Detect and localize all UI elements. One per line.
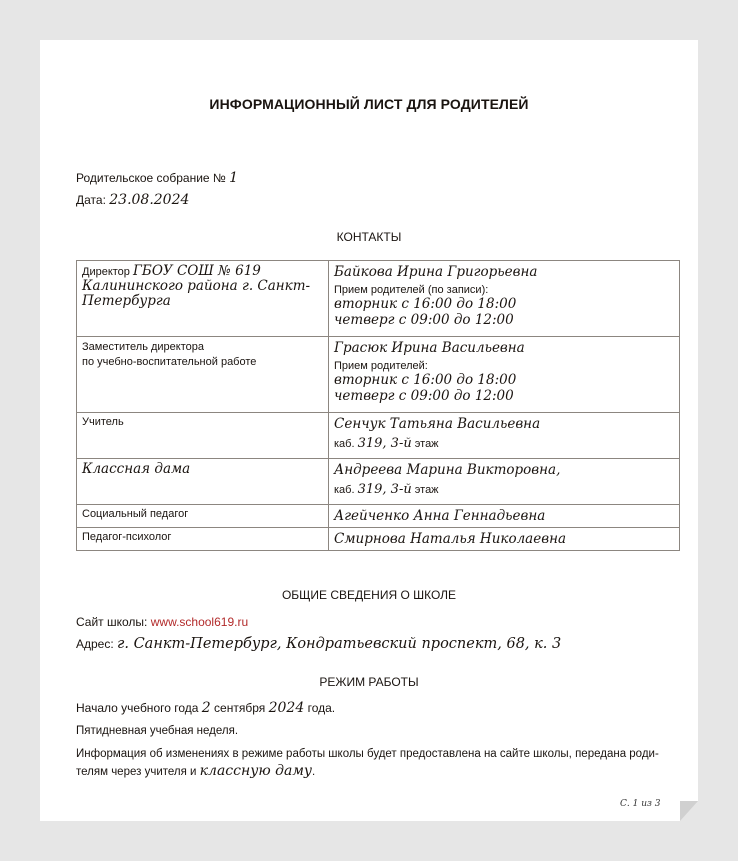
info-suffix: . bbox=[312, 766, 316, 778]
role-cell bbox=[77, 261, 329, 337]
room-prefix: каб. bbox=[334, 438, 355, 450]
reception-note: Прием родителей: bbox=[334, 360, 428, 372]
role-cell bbox=[77, 337, 329, 413]
start-prefix: Начало учебного года bbox=[76, 701, 199, 715]
site-label: Сайт школы: bbox=[76, 615, 148, 629]
address-value: г. Санкт-Петербург, Кондратьевский проспект, 68, к. 3 bbox=[117, 636, 562, 652]
contact-cell bbox=[329, 261, 680, 337]
reception-hours: четверг с 09:00 до 12:00 bbox=[334, 388, 514, 404]
document-title: ИНФОРМАЦИОННЫЙ ЛИСТ ДЛЯ РОДИТЕЛЕЙ bbox=[209, 96, 529, 112]
role-italic: Классная дама bbox=[82, 461, 191, 477]
site-line bbox=[76, 615, 248, 629]
role-cell bbox=[77, 459, 329, 505]
role-italic: ГБОУ СОШ № 619 Калининского района г. Санкт-Петербурга bbox=[82, 263, 311, 309]
start-line bbox=[76, 700, 335, 716]
meeting-label: Родительское собрание № bbox=[76, 171, 226, 185]
room-suffix: этаж bbox=[414, 484, 439, 496]
start-day: 2 bbox=[201, 700, 211, 716]
room-info bbox=[334, 484, 439, 496]
contact-name: Смирнова Наталья Николаевна bbox=[334, 531, 567, 547]
contact-name: Агейченко Анна Геннадьевна bbox=[334, 508, 546, 524]
page-number: С. 1 из 3 bbox=[620, 799, 661, 809]
room-prefix: каб. bbox=[334, 484, 355, 496]
role-label: Педагог-психолог bbox=[82, 531, 172, 543]
room-suffix: этаж bbox=[414, 438, 439, 450]
date-line bbox=[76, 192, 189, 208]
start-month: сентября bbox=[214, 701, 266, 715]
contact-cell bbox=[329, 505, 680, 528]
table-row bbox=[77, 505, 680, 528]
address-label: Адрес: bbox=[76, 637, 114, 651]
info-line-1: Информация об изменениях в режиме работы школы будет предоставлена на сайте школы, передана роди- bbox=[76, 748, 659, 760]
role-label: Социальный педагог bbox=[82, 508, 189, 520]
start-suffix: года. bbox=[307, 701, 336, 715]
role-cell bbox=[77, 528, 329, 551]
contacts-heading: КОНТАКТЫ bbox=[336, 230, 402, 244]
room-number: 319, 3-й bbox=[357, 482, 412, 497]
info-line-2 bbox=[76, 763, 315, 779]
general-heading: ОБЩИЕ СВЕДЕНИЯ О ШКОЛЕ bbox=[281, 588, 457, 602]
contacts-table bbox=[76, 260, 680, 551]
reception-note: Прием родителей (по записи): bbox=[334, 284, 489, 296]
table-row bbox=[77, 337, 680, 413]
role-label: Учитель bbox=[82, 416, 124, 428]
meeting-number: 1 bbox=[229, 170, 239, 186]
reception-hours: четверг с 09:00 до 12:00 bbox=[334, 312, 514, 328]
table-row bbox=[77, 459, 680, 505]
week-line: Пятидневная учебная неделя. bbox=[76, 725, 239, 737]
page-fold-shadow bbox=[680, 801, 698, 821]
contact-name: Байкова Ирина Григорьевна bbox=[334, 264, 538, 280]
contact-cell bbox=[329, 413, 680, 459]
role-prefix: Директор bbox=[82, 266, 130, 278]
table-row bbox=[77, 413, 680, 459]
contact-cell bbox=[329, 528, 680, 551]
date-value: 23.08.2024 bbox=[109, 192, 190, 208]
info-italic: классную даму bbox=[199, 763, 313, 779]
schedule-heading: РЕЖИМ РАБОТЫ bbox=[319, 675, 419, 689]
info-prefix: телям через учителя и bbox=[76, 766, 197, 778]
start-year: 2024 bbox=[268, 700, 305, 716]
meeting-line bbox=[76, 170, 238, 186]
table-row bbox=[77, 261, 680, 337]
contact-name: Андреева Марина Викторовна, bbox=[334, 462, 561, 478]
school-site-link[interactable]: www.school619.ru bbox=[150, 615, 249, 629]
room-info bbox=[334, 438, 439, 450]
reception-hours: вторник с 16:00 до 18:00 bbox=[334, 296, 517, 312]
role-cell bbox=[77, 505, 329, 528]
role-cell bbox=[77, 413, 329, 459]
role-line: по учебно-воспитательной работе bbox=[82, 356, 257, 368]
room-number: 319, 3-й bbox=[357, 436, 412, 451]
contact-name: Сенчук Татьяна Васильевна bbox=[334, 416, 541, 432]
table-row bbox=[77, 528, 680, 551]
reception-hours: вторник с 16:00 до 18:00 bbox=[334, 372, 517, 388]
date-label: Дата: bbox=[76, 193, 106, 207]
contact-name: Грасюк Ирина Васильевна bbox=[334, 340, 525, 356]
address-line bbox=[76, 636, 561, 652]
contact-cell bbox=[329, 337, 680, 413]
role-line: Заместитель директора bbox=[82, 341, 204, 353]
contact-cell bbox=[329, 459, 680, 505]
